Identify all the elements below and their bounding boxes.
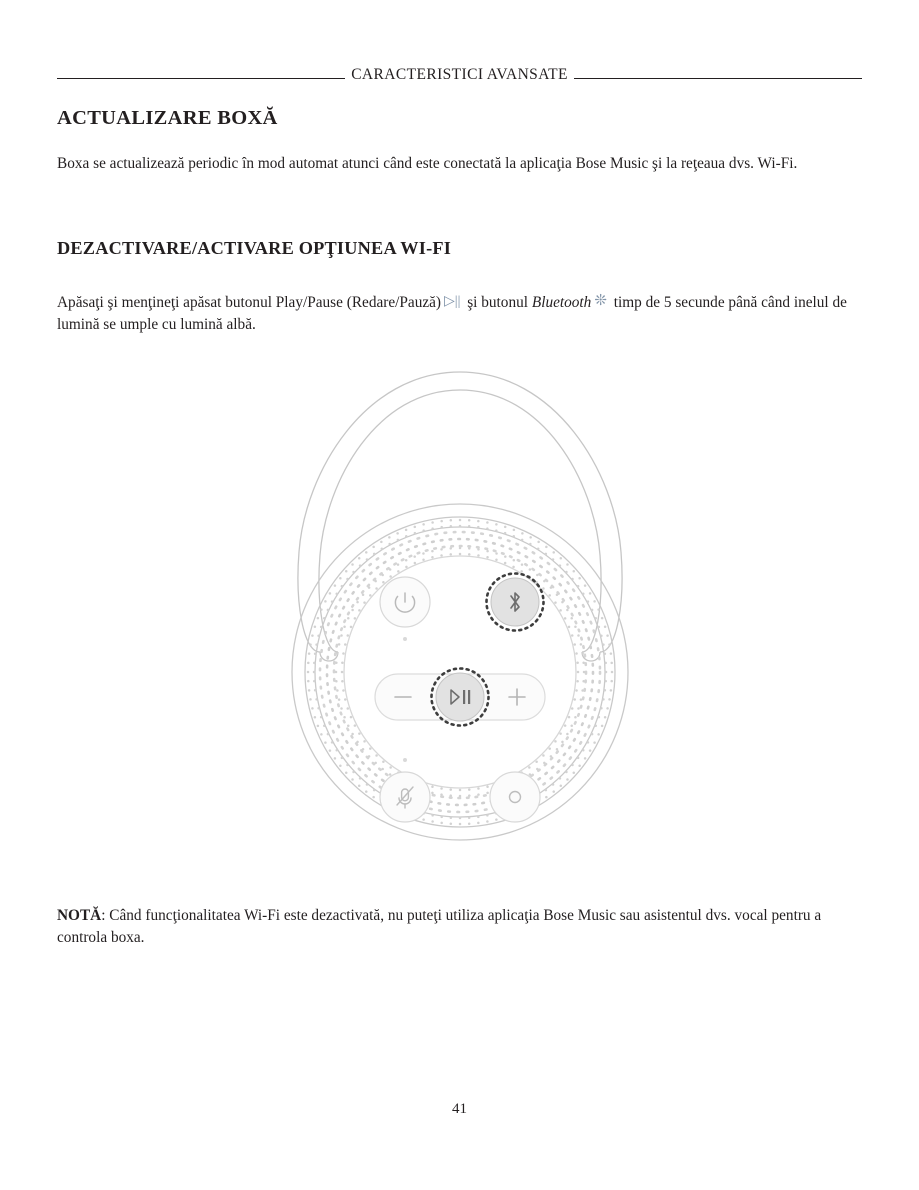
bluetooth-word: Bluetooth (531, 294, 592, 311)
running-header (57, 66, 862, 84)
instruction-part-2: şi butonul (467, 294, 529, 311)
page-number: 41 (452, 1101, 467, 1117)
play-pause-icon: ▷|| (444, 294, 461, 309)
section-subtitle: DEZACTIVARE/ACTIVARE OPŢIUNEA WI-FI (57, 238, 452, 258)
power-button (380, 577, 430, 641)
instruction-part-3: timp de 5 secunde până când inelul de lumină se umple cu lumină albă. (57, 294, 847, 334)
header-rule-right (574, 78, 862, 79)
instruction-paragraph (57, 291, 854, 336)
instruction-part-1: Apăsaţi şi menţineţi apăsat butonul Play/Pause (Redare/Pauză) (57, 294, 442, 311)
page-title: ACTUALIZARE BOXĂ (57, 107, 278, 129)
note-paragraph (57, 905, 857, 949)
speaker-illustration (245, 352, 675, 882)
intro-paragraph: Boxa se actualizează periodic în mod automat atunci când este conectată la aplicaţia Bose Music şi la reţeaua dvs. Wi-Fi. (57, 155, 798, 172)
bluetooth-button (486, 574, 543, 631)
action-button (490, 772, 540, 822)
note-text: : Când funcţionalitatea Wi-Fi este dezactivată, nu puteţi utiliza aplicaţia Bose Music sau asistentul dvs. vocal pentru a controla boxa. (57, 907, 822, 947)
play-pause-button (431, 669, 488, 726)
note-label: NOTĂ (57, 907, 102, 924)
header-rule-left (57, 78, 345, 79)
mic-mute-button (380, 758, 430, 822)
bluetooth-icon: ❊ (594, 293, 607, 309)
running-header-text: CARACTERISTICI AVANSATE (351, 66, 568, 83)
